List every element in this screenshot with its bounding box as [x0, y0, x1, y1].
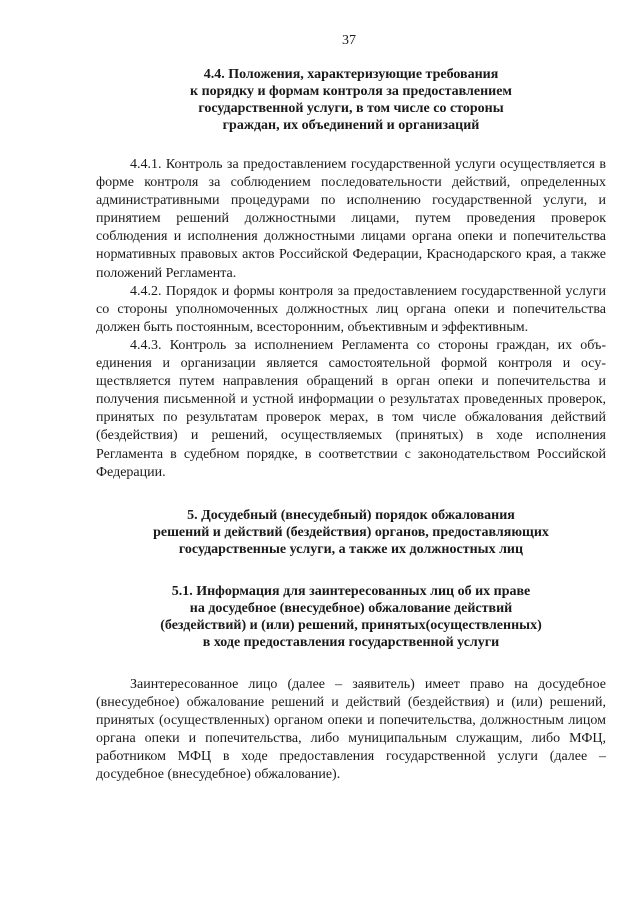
heading-line: на досудебное (внесудебное) обжалование действий [189, 600, 513, 616]
paragraph-4-4-2: 4.4.2. Порядок и формы контроля за предоставлением государственной услуги со стороны уполномоченных должностных лиц органа опеки и попечительства должен быть постоянным, всесторонним, объективным и эффективным. [96, 283, 606, 335]
heading-line: 5. Досудебный (внесудебный) порядок обжалования [187, 507, 515, 523]
heading-line: к порядку и формам контроля за предоставлением [190, 84, 512, 99]
heading-line: в ходе предоставления государственной услуги [202, 634, 500, 650]
heading-line: государственной услуги, в том числе со стороны [198, 101, 504, 116]
heading-line: государственные услуги, а также их должностных лиц [178, 541, 524, 557]
heading-line: граждан, их объединений и организаций [222, 118, 480, 133]
paragraph-5-1: Заинтересованное лицо (далее – заявитель) имеет право на досудебное (внесудебное) обжалование решений и действий (бездействия) и (или) решений, принятых (осуществленных) органом опеки и попечительства, должностным лицом органа опеки и попечительства, либо муниципальным служащим, либо МФЦ, работником МФЦ в ходе предоставления государственной услуги (далее – досудебное (внесудебное) обжалование). [96, 676, 606, 783]
heading-line: 5.1. Информация для заинтересованных лиц об их праве [171, 583, 531, 599]
section-5-1-heading [96, 583, 606, 651]
heading-line: решений и действий (бездействия) органов, предоставляющих [153, 524, 549, 540]
heading-line: (бездействий) и (или) решений, принятых(осуществленных) [160, 617, 542, 633]
heading-line: 4.4. Положения, характеризующие требования [203, 67, 499, 82]
document-body [96, 66, 606, 784]
paragraph-4-4-1: 4.4.1. Контроль за предоставлением государственной услуги осуществляется в форме контроля за соблюдением последовательности действий, определенных административными процедурами по исполнению государственной услуги, и принятием решений должностными лицами, путем проведения проверок соблюдения и исполнения должностными лицами органа опеки и попечительства нормативных правовых актов Российской Федерации, Краснодарского края, а также положений Регламента. [96, 157, 606, 281]
section-4-4-heading [96, 66, 606, 134]
section-5-heading [96, 507, 606, 558]
page-number: 37 [342, 33, 356, 48]
paragraph-4-4-3: 4.4.3. Контроль за исполнением Регламента со стороны граждан, их объединения и организации является самостоятельной формой контроля и осуществляется путем направления обращений в орган опеки и попечительства и получения письменной и устной информации о результатах проведенных проверок, принятых по результатам проверок мерах, в том числе обжалования действий (бездействия) и решений, осуществляемых (принятых) в ходе исполнения Регламента в судебном порядке, в соответствии с законодательством Российской Федерации. [96, 337, 606, 480]
